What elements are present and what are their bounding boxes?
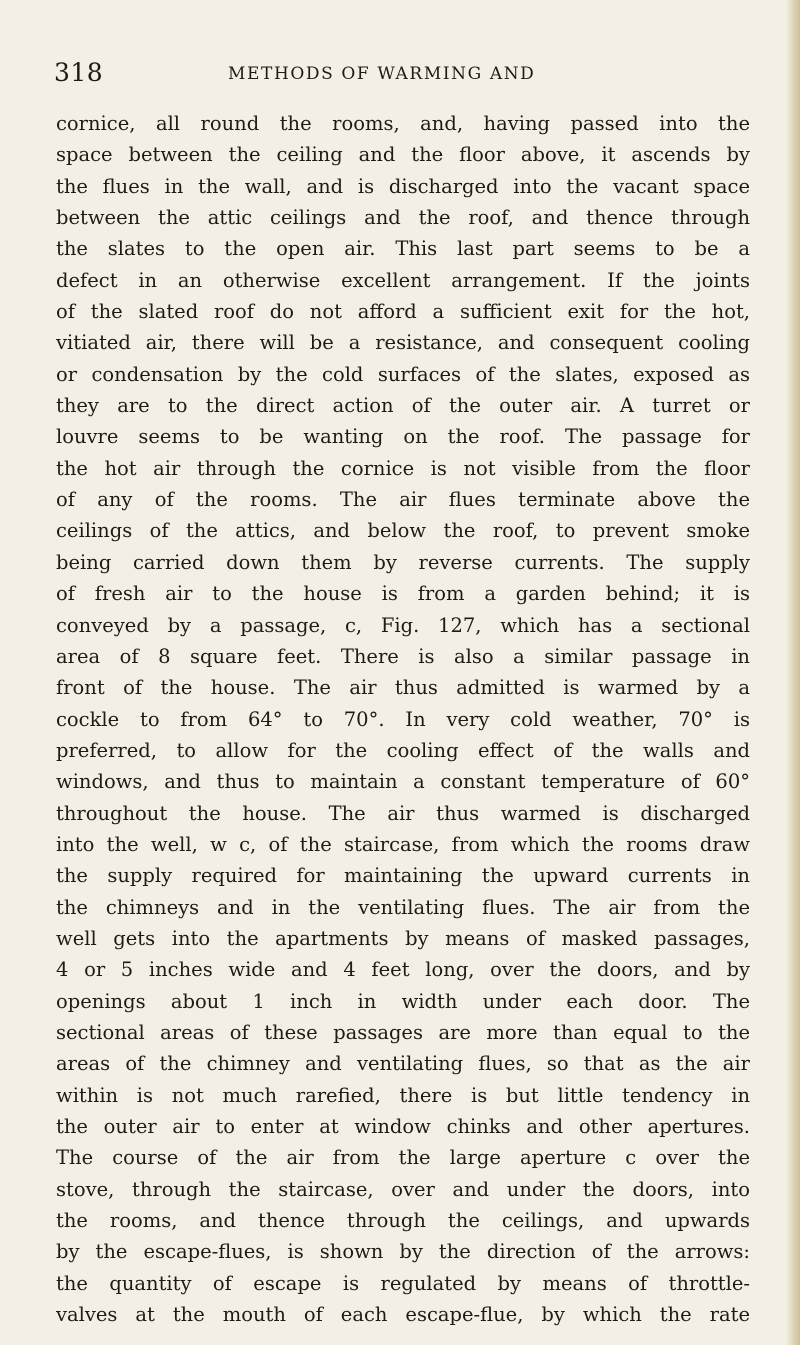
- text-line: between the attic ceilings and the roof, and thence through: [56, 206, 750, 230]
- text-line: vitiated air, there will be a resistance, and consequent cooling: [56, 331, 750, 355]
- text-line: of fresh air to the house is from a garden behind; it is: [56, 582, 750, 606]
- text-line: conveyed by a passage, c, Fig. 127, which has a sectional: [56, 613, 750, 637]
- text-line: the flues in the wall, and is discharged into the vacant space: [56, 174, 750, 198]
- text-line: by the escape-flues, is shown by the direction of the arrows:: [56, 1240, 750, 1264]
- text-line: the quantity of escape is regulated by means of throttle-: [56, 1271, 750, 1295]
- body-text: [56, 108, 750, 1330]
- text-line: the slates to the open air. This last part seems to be a: [56, 237, 750, 261]
- text-line: throughout the house. The air thus warmed is discharged: [56, 801, 750, 825]
- page-edge-shadow: [786, 0, 800, 1345]
- text-line: of any of the rooms. The air flues terminate above the: [56, 488, 750, 512]
- text-line: cockle to from 64° to 70°. In very cold weather, 70° is: [56, 707, 750, 731]
- text-line: the chimneys and in the ventilating flues. The air from the: [56, 895, 750, 919]
- text-line: the rooms, and thence through the ceilings, and upwards: [56, 1209, 750, 1233]
- text-line: being carried down them by reverse currents. The supply: [56, 550, 750, 574]
- text-line: ceilings of the attics, and below the roof, to prevent smoke: [56, 519, 750, 543]
- text-line: well gets into the apartments by means of masked passages,: [56, 926, 750, 950]
- text-line: valves at the mouth of each escape-flue, by which the rate: [56, 1303, 750, 1327]
- text-line: the hot air through the cornice is not visible from the floor: [56, 456, 750, 480]
- text-line: into the well, w c, of the staircase, from which the rooms draw: [56, 832, 750, 856]
- text-line: area of 8 square feet. There is also a similar passage in: [56, 644, 750, 668]
- text-line: windows, and thus to maintain a constant temperature of 60°: [56, 770, 750, 794]
- text-line: preferred, to allow for the cooling effect of the walls and: [56, 738, 750, 762]
- text-line: they are to the direct action of the outer air. A turret or: [56, 394, 750, 418]
- text-line: space between the ceiling and the floor above, it ascends by: [56, 143, 750, 167]
- text-line: within is not much rarefied, there is but little tendency in: [56, 1083, 750, 1107]
- text-line: sectional areas of these passages are more than equal to the: [56, 1020, 750, 1044]
- page-header: [54, 58, 754, 94]
- text-line: the outer air to enter at window chinks and other apertures.: [56, 1115, 750, 1138]
- text-line: areas of the chimney and ventilating flues, so that as the air: [56, 1052, 750, 1076]
- text-line: stove, through the staircase, over and under the doors, into: [56, 1177, 750, 1201]
- text-line: defect in an otherwise excellent arrangement. If the joints: [56, 268, 750, 292]
- text-line: cornice, all round the rooms, and, having passed into the: [56, 112, 750, 135]
- text-line: the supply required for maintaining the upward currents in: [56, 864, 750, 888]
- text-line: or condensation by the cold surfaces of the slates, exposed as: [56, 362, 750, 386]
- text-line: louvre seems to be wanting on the roof. The passage for: [56, 425, 750, 449]
- text-line: of the slated roof do not afford a sufficient exit for the hot,: [56, 300, 750, 324]
- text-line: 4 or 5 inches wide and 4 feet long, over the doors, and by: [56, 958, 750, 982]
- running-title: METHODS OF WARMING AND: [228, 64, 536, 84]
- text-line: The course of the air from the large aperture c over the: [56, 1146, 750, 1170]
- page-number: 318: [54, 58, 104, 87]
- text-line: openings about 1 inch in width under each door. The: [56, 989, 750, 1013]
- text-line: front of the house. The air thus admitted is warmed by a: [56, 676, 750, 700]
